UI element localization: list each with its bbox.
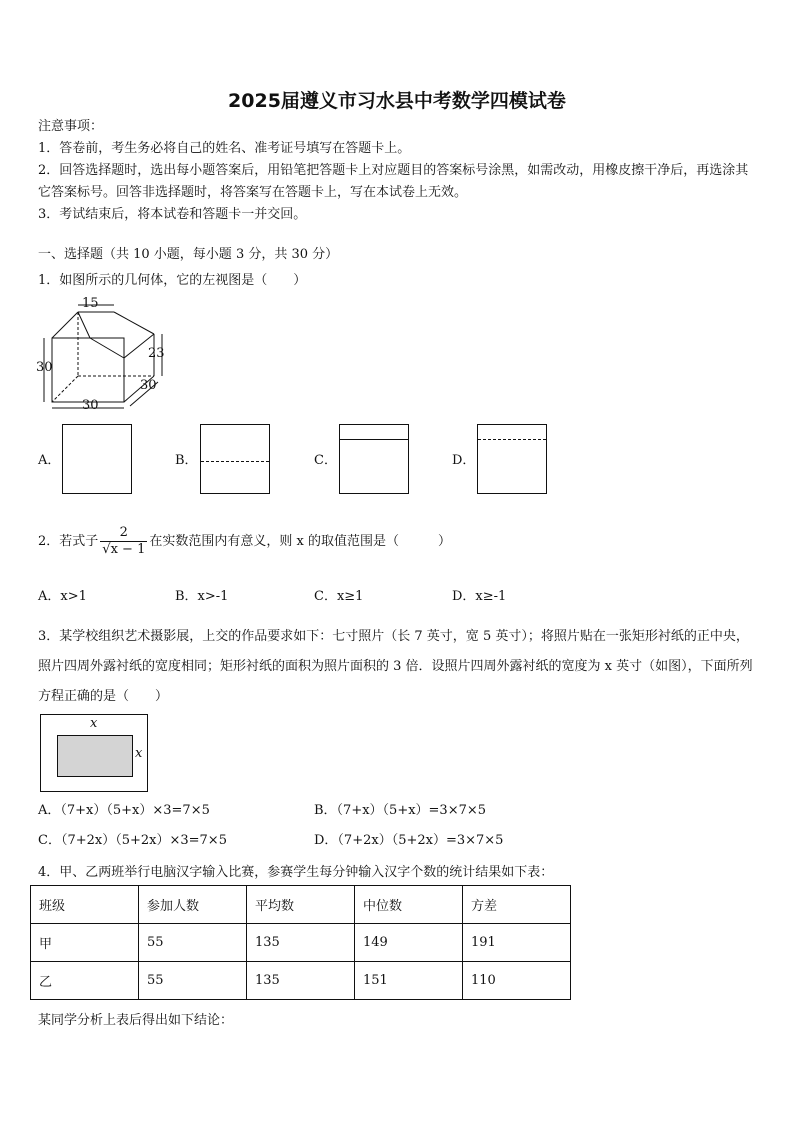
q3-photo xyxy=(57,735,133,777)
dim-top-label: 15 xyxy=(82,296,99,311)
notice-item-3: 3．考试结束后，将本试卷和答题卡一并交回。 xyxy=(38,207,307,222)
q4-conclusion-text: 某同学分析上表后得出如下结论： xyxy=(38,1013,234,1028)
section-heading: 一、选择题（共 10 小题，每小题 3 分，共 30 分） xyxy=(38,247,339,262)
table-cell: 甲 xyxy=(31,924,139,962)
dim-bottom-label: 30 xyxy=(82,398,99,413)
q3-x-right-label: x xyxy=(135,746,143,761)
q2-option-b: B．x>-1 xyxy=(175,589,229,604)
q2-pre-text: 2．若式子 xyxy=(38,534,99,549)
table-row xyxy=(31,962,571,1000)
q2-denominator xyxy=(100,541,147,558)
table-header-cell: 方差 xyxy=(463,886,571,924)
dashed-line xyxy=(478,439,546,440)
sqrt-icon: √ xyxy=(102,542,111,557)
q1-option-b-view xyxy=(200,424,270,494)
q3-option-b: B．（7+x）（5+x）=3×7×5 xyxy=(314,803,487,818)
table-header-cell: 中位数 xyxy=(355,886,463,924)
dim-right-label: 23 xyxy=(148,346,165,361)
table-cell: 149 xyxy=(355,924,463,962)
stats-table xyxy=(30,885,571,1000)
table-cell: 55 xyxy=(139,962,247,1000)
page-title: 2025届遵义市习水县中考数学四模试卷 xyxy=(228,90,566,112)
q3-option-d: D．（7+2x）（5+2x）=3×7×5 xyxy=(314,833,504,848)
table-cell: 55 xyxy=(139,924,247,962)
q1-option-d-view xyxy=(477,424,547,494)
notice-heading: 注意事项： xyxy=(38,119,104,134)
table-cell: 乙 xyxy=(31,962,139,1000)
question-2-text xyxy=(38,522,451,562)
table-cell: 135 xyxy=(247,962,355,1000)
table-row xyxy=(31,924,571,962)
dashed-line xyxy=(201,461,269,462)
q2-radicand: x − 1 xyxy=(110,542,146,557)
table-header-cell: 参加人数 xyxy=(139,886,247,924)
q1-option-c-view xyxy=(339,424,409,494)
q2-numerator: 2 xyxy=(119,525,128,540)
q2-option-a: A．x>1 xyxy=(38,589,87,604)
q2-fraction xyxy=(100,525,147,558)
dim-left-label: 30 xyxy=(36,360,53,375)
q1-option-a-label: A． xyxy=(38,453,61,468)
q3-option-c: C．（7+2x）（5+2x）×3=7×5 xyxy=(38,833,227,848)
table-header-cell: 班级 xyxy=(31,886,139,924)
q3-option-a: A．（7+x）（5+x）×3=7×5 xyxy=(38,803,210,818)
q1-option-b-label: B． xyxy=(175,453,198,468)
dim-depth-label: 30 xyxy=(140,378,157,393)
table-cell: 135 xyxy=(247,924,355,962)
q3-x-top-label: x xyxy=(90,716,98,731)
table-header-row xyxy=(31,886,571,924)
table-header-cell: 平均数 xyxy=(247,886,355,924)
table-cell: 191 xyxy=(463,924,571,962)
notice-item-1: 1．答卷前，考生务必将自己的姓名、准考证号填写在答题卡上。 xyxy=(38,141,411,156)
q1-option-d-label: D． xyxy=(452,453,476,468)
question-4-text: 4．甲、乙两班举行电脑汉字输入比赛，参赛学生每分钟输入汉字个数的统计结果如下表： xyxy=(38,865,554,880)
question-3-text: 3．某学校组织艺术摄影展，上交的作品要求如下：七寸照片（长 7 英寸，宽 5 英寸）；将照片贴在一张矩形衬纸的正中央，照片四周外露衬纸的宽度相同；矩形衬纸的面积为照片面积的 3 倍．设照片四周外露衬纸的宽度为 x 英寸（如图），下面所列方程正确的是（ ） xyxy=(38,629,753,704)
q2-post-text: 在实数范围内有意义，则 x 的取值范围是（ ） xyxy=(149,534,451,549)
question-1-text: 1．如图所示的几何体，它的左视图是（ ） xyxy=(38,273,307,288)
q2-option-d: D．x≥-1 xyxy=(452,589,507,604)
table-cell: 110 xyxy=(463,962,571,1000)
q1-option-c-label: C． xyxy=(314,453,337,468)
solid-line xyxy=(340,439,408,440)
table-cell: 151 xyxy=(355,962,463,1000)
q1-option-a-view xyxy=(62,424,132,494)
notice-item-2: 2．回答选择题时，选出每小题答案后，用铅笔把答题卡上对应题目的答案标号涂黑，如需改动，用橡皮擦干净后，再选涂其它答案标号。回答非选择题时，将答案写在答题卡上，写在本试卷上无效。 xyxy=(38,163,749,200)
q2-option-c: C．x≥1 xyxy=(314,589,364,604)
